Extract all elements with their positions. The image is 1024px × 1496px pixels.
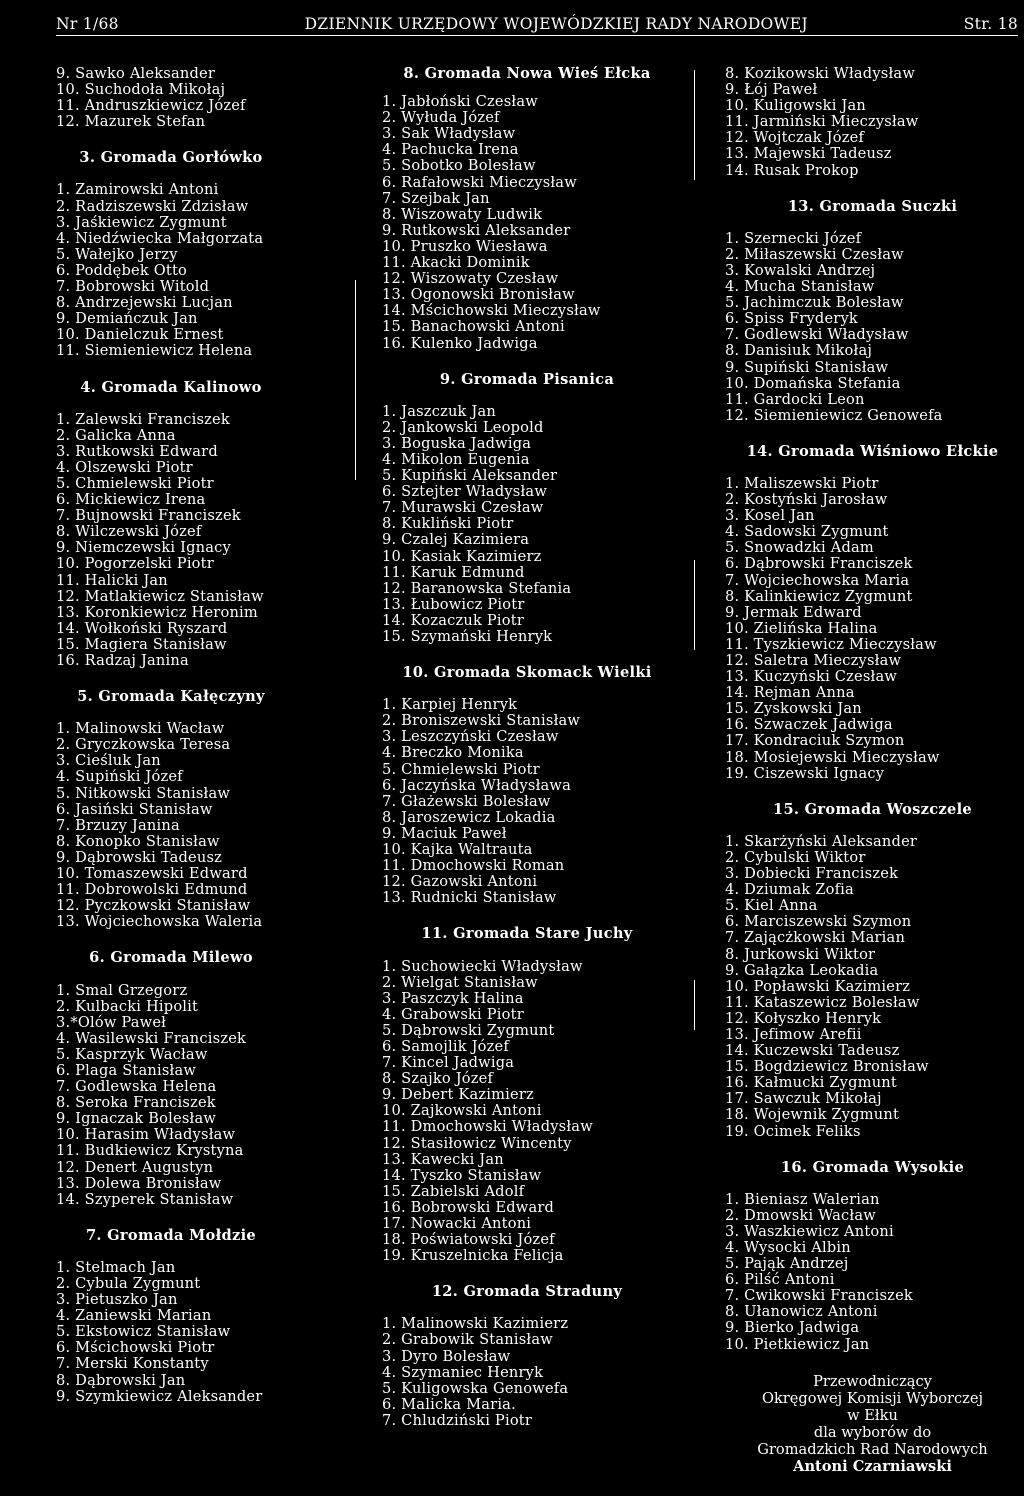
list-item: 7. Wojciechowska Maria [725,571,910,589]
column-left [56,66,286,1405]
list-item: 10. Danielczuk Ernest [56,326,224,344]
list-item: 6. Pilść Antoni [725,1271,835,1289]
list-item: 8. Jaroszewicz Lokadia [382,808,556,826]
list-item: 13. Kuczyński Czesław [725,668,898,686]
list-item: 7. Godlewski Władysław [725,326,909,344]
list-item: 15. Magiera Stanisław [56,635,227,653]
list-item: 5. Kupiński Aleksander [382,467,558,485]
list-item: 7. Murawski Czesław [382,499,544,517]
list-item: 2. Cybulski Wiktor [725,848,866,866]
list-item: 4. Breczko Monika [382,744,524,762]
list-item: 3. Jaśkiewicz Zygmunt [56,213,227,231]
list-item: 14. Rejman Anna [725,684,855,702]
section-title: 14. Gromada Wiśniowo Ełckie [746,442,999,460]
list-item: 12. Siemieniewicz Genowefa [725,406,943,424]
list-item: 11. Dobrowolski Edmund [56,881,248,899]
list-item: 5. Chmielewski Piotr [56,474,214,492]
section-title: 7. Gromada Mołdzie [85,1226,257,1244]
list-item: 6. Jasiński Stanisław [56,800,213,818]
list-item: 1. Smal Grzegorz [56,981,188,999]
list-item: 1. Maliszewski Piotr [725,474,879,492]
list-item: 8. Szajko Józef [382,1070,494,1088]
list-item: 8. Seroka Franciszek [56,1094,216,1112]
list-item: 2. Dmowski Wacław [725,1206,876,1224]
list-item: 7. Brzuzy Janina [56,816,180,834]
list-item: 7. Godlewska Helena [56,1078,217,1096]
list-item: 8. Jurkowski Wiktor [725,945,876,963]
signature-block [725,1373,1020,1475]
list-item: 13. Łubowicz Piotr [382,595,525,613]
list-item: 10. Suchodoła Mikołaj [56,81,226,99]
list-item: 13. Kawecki Jan [382,1150,504,1168]
list-item: 16. Kałmucki Zygmunt [725,1074,897,1092]
list-item: 6. Malicka Maria. [382,1395,516,1413]
list-item: 17. Sawczuk Mikołaj [725,1090,882,1108]
list-item: 5. Pająk Andrzej [725,1255,849,1273]
list-item: 1. Stelmach Jan [56,1258,176,1276]
section-title: 3. Gromada Gorłówko [79,149,263,167]
list-item: 2. Wyłuda Józef [382,109,500,127]
list-item: 4. Dziumak Zofia [725,881,854,899]
list-item: 6. Mickiewicz Irena [56,491,206,509]
list-item: 9. Czalej Kazimiera [382,531,530,549]
list-item: 10. Pogorzelski Piotr [56,555,214,573]
list-item: 10. Domańska Stefania [725,374,901,392]
list-item: 12. Wiszowaty Czesław [382,270,559,288]
list-item: 4. Mikolon Eugenia [382,450,530,468]
list-item: 2. Galicka Anna [56,426,176,444]
list-item: 12. Kołyszko Henryk [725,1009,882,1027]
list-item: 13. Majewski Tadeusz [725,145,892,163]
list-item: 2. Wielgat Stanisław [382,973,538,991]
list-item: 1. Zamirowski Antoni [56,181,219,199]
list-item: 15. Szymański Henryk [382,628,553,645]
list-item: 6. Rafałowski Mieczysław [382,173,577,191]
list-item: 3. Cieśluk Jan [56,752,161,770]
list-item: 8. Dąbrowski Jan [56,1371,186,1389]
list-item: 5. Kiel Anna [725,897,818,915]
list-item: 6. Dąbrowski Franciszek [725,555,913,573]
list-item: 11. Gardocki Leon [725,390,865,408]
section-title: 11. Gromada Stare Juchy [421,925,633,943]
list-item: 16. Bobrowski Edward [382,1198,555,1216]
list-item: 8. Wiszowaty Ludwik [382,205,543,223]
list-item: 9. Bierko Jadwiga [725,1319,860,1337]
list-item: 1. Szernecki Józef [725,229,862,247]
list-item: 8. Kalinkiewicz Zygmunt [725,587,913,605]
list-item: 13. Dolewa Bronisław [56,1174,222,1192]
signature-line: Przewodniczący [813,1372,932,1390]
list-item: 5. Sobotko Bolesław [382,157,536,175]
list-item: 4. Supiński Józef [56,768,183,786]
list-item: 5. Ekstowicz Stanisław [56,1323,231,1341]
section-title: 13. Gromada Suczki [787,197,958,215]
list-item: 10. Zielińska Halina [725,619,878,637]
list-item: 18. Wojewnik Zygmunt [725,1106,900,1124]
list-item: 10. Harasim Władysław [56,1126,236,1144]
list-item: 6. Jaczyńska Władysława [382,776,572,794]
list-item: 2. Kostyński Jarosław [725,491,888,509]
section-title: 15. Gromada Woszczele [772,800,973,818]
list-item: 4. Wysocki Albin [725,1239,851,1256]
list-item: 7. Bobrowski Witold [56,278,210,296]
list-item: 12. Gazowski Antoni [382,873,538,891]
list-item: 14. Mścichowski Mieczysław [382,302,601,320]
list-item: 4. Sadowski Zygmunt [725,523,889,541]
list-item: 6. Sztejter Władysław [382,483,548,501]
list-item: 4. Szymaniec Henryk [382,1363,544,1381]
list-item: 5. Dąbrowski Zygmunt [382,1021,555,1039]
list-item: 5. Chmielewski Piotr [382,760,540,778]
list-item: 7. Cwikowski Franciszek [725,1287,913,1305]
section-title: 4. Gromada Kalinowo [80,378,262,396]
list-item: 2. Miłaszewski Czesław [725,245,904,263]
list-item: 3. Boguska Jadwiga [382,434,532,452]
list-item: 13. Koronkiewicz Heronim [56,603,258,621]
list-item: 4. Grabowski Piotr [382,1005,524,1023]
list-item: 14. Wołkoński Ryszard [56,619,228,637]
list-item: 9. Supiński Stanisław [725,358,889,376]
section-title: 16. Gromada Wysokie [780,1158,965,1176]
list-item: 3. Waszkiewicz Antoni [725,1222,894,1240]
list-item: 2. Gryczkowska Teresa [56,736,231,754]
list-item: 7. Bujnowski Franciszek [56,507,241,525]
list-item: 19. Kruszelnicka Felicja [382,1247,564,1265]
list-item: 8. Konopko Stanisław [56,832,220,850]
column-rule [694,560,695,650]
list-item: 16. Szwaczek Jadwiga [725,716,893,734]
column-middle [382,66,672,1429]
list-item: 11. Siemieniewicz Helena [56,342,253,360]
list-item: 10. Tomaszewski Edward [56,865,248,883]
list-item: 3. Pietuszko Jan [56,1291,178,1309]
list-item: 6. Poddębek Otto [56,261,188,279]
list-item: 14. Kozaczuk Piotr [382,611,524,629]
list-item: 9. Sawko Aleksander [56,65,216,82]
section-title: 5. Gromada Kałęczyny [77,688,265,706]
section-title: 6. Gromada Milewo [89,949,253,967]
list-item: 7. Chludziński Piotr [382,1411,533,1429]
section-title: 12. Gromada Straduny [431,1283,623,1301]
list-item: 3. Rutkowski Edward [56,442,218,460]
list-item: 4. Zaniewski Marian [56,1307,212,1325]
list-item: 3. Kosel Jan [725,507,815,525]
list-item: 4. Mucha Stanisław [725,278,875,296]
list-item: 15. Banachowski Antoni [382,318,565,336]
list-item: 8. Ułanowicz Antoni [725,1303,878,1321]
signature-line: Gromadzkich Rad Narodowych [757,1440,988,1458]
page-header [56,6,1018,36]
list-item: 11. Jarmiński Mieczysław [725,113,919,131]
list-item: 9. Ignaczak Bolesław [56,1110,217,1128]
column-rule [694,980,695,1030]
signature-line: Okręgowej Komisji Wyborczej [761,1389,983,1407]
list-item: 19. Ciszewski Ignacy [725,764,885,782]
list-item: 11. Dmochowski Roman [382,857,565,875]
list-item: 12. Denert Augustyn [56,1158,214,1176]
list-item: 8. Kukliński Piotr [382,515,514,533]
list-item: 10. Zajkowski Antoni [382,1102,542,1120]
list-item: 13. Wojciechowska Waleria [56,913,263,931]
list-item: 19. Ocimek Feliks [725,1122,861,1140]
list-item: 4. Niedźwiecka Małgorzata [56,229,264,247]
list-item: 6. Spiss Fryderyk [725,310,858,328]
list-item: 7. Merski Konstanty [56,1355,209,1373]
signature-line: dla wyborów do [813,1423,932,1441]
list-item: 5. Jachimczuk Bolesław [725,294,904,312]
list-item: 3. Kowalski Andrzej [725,261,876,279]
list-item: 2. Jankowski Leopold [382,418,544,436]
list-item: 11. Kataszewicz Bolesław [725,993,920,1011]
list-item: 3. Leszczyński Czesław [382,728,559,746]
list-item: 3. Dobiecki Franciszek [725,865,899,883]
list-item: 7. Kincel Jadwiga [382,1054,515,1072]
column-rule [694,70,695,180]
list-item: 4. Wasilewski Franciszek [56,1029,247,1047]
list-item: 8. Kozikowski Władysław [725,65,916,82]
list-item: 14. Rusak Prokop [725,161,859,179]
list-item: 1. Skarżyński Aleksander [725,832,918,850]
list-item: 5. Wałejko Jerzy [56,245,178,263]
list-item: 1. Zalewski Franciszek [56,410,230,428]
list-item: 5. Nitkowski Stanisław [56,784,231,802]
list-item: 12. Mazurek Stefan [56,113,206,131]
list-item: 17. Kondraciuk Szymon [725,732,905,750]
list-item: 13. Ogonowski Bronisław [382,286,575,304]
list-item: 16. Radzaj Janina [56,652,189,669]
list-item: 4. Pachucka Irena [382,141,519,159]
list-item: 5. Kuligowska Genowefa [382,1379,569,1397]
list-item: 7. Zającżkowski Marian [725,929,906,947]
list-item: 13. Jefimow Arefii [725,1025,862,1043]
list-item: 6. Plaga Stanisław [56,1061,197,1079]
list-item: 8. Andrzejewski Lucjan [56,294,233,312]
list-item: 12. Wojtczak Józef [725,129,865,147]
signatory-name: Antoni Czarniawski [793,1457,952,1475]
list-item: 1. Karpiej Henryk [382,696,518,714]
section-title: 8. Gromada Nowa Wieś Ełcka [403,65,651,82]
list-item: 12. Saletra Mieczysław [725,652,902,669]
list-item: 10. Kuligowski Jan [725,97,866,115]
list-item: 1. Jaszczuk Jan [382,402,496,420]
list-item: 2. Kulbacki Hipolit [56,997,199,1015]
journal-title: DZIENNIK URZĘDOWY WOJEWÓDZKIEJ RADY NARODOWEJ [304,15,808,33]
list-item: 14. Szyperek Stanisław [56,1190,234,1208]
list-item: 9. Demiańczuk Jan [56,310,198,328]
list-item: 11. Karuk Edmund [382,563,525,581]
list-item: 10. Pruszko Wiesława [382,237,548,255]
list-item: 9. Jermak Edward [725,603,862,621]
list-item: 9. Łój Paweł [725,81,818,99]
list-item: 9. Debert Kazimierz [382,1086,534,1104]
list-item: 2. Cybula Zygmunt [56,1275,201,1292]
list-item: 8. Wilczewski Józef [56,523,202,541]
list-item: 6. Samojlik Józef [382,1037,509,1055]
list-item: 12. Matlakiewicz Stanisław [56,587,264,605]
list-item: 4. Olszewski Piotr [56,458,193,476]
list-item: 10. Kajka Waltrauta [382,841,533,859]
issue-number: Nr 1/68 [56,15,119,33]
page-number: Str. 18 [963,15,1018,33]
list-item: 17. Nowacki Antoni [382,1215,532,1232]
list-item: 1. Jabłoński Czesław [382,93,538,111]
list-item: 13. Rudnicki Stanisław [382,889,557,907]
list-item: 9. Gałązka Leokadia [725,961,879,979]
list-item: 1. Malinowski Wacław [56,720,225,738]
list-item: 7. Szejbak Jan [382,189,490,207]
list-item: 11. Budkiewicz Krystyna [56,1142,244,1160]
list-item: 9. Dąbrowski Tadeusz [56,848,223,866]
list-item: 6. Marciszewski Szymon [725,913,912,931]
list-item: 11. Dmochowski Władysław [382,1118,593,1136]
list-item: 1. Malinowski Kazimierz [382,1315,569,1333]
list-item: 16. Kulenko Jadwiga [382,334,538,352]
section-title: 9. Gromada Pisanica [439,370,615,388]
list-item: 12. Baranowska Stefania [382,579,572,597]
list-item: 3.*Olów Paweł [56,1013,167,1031]
list-item: 3. Paszczyk Halina [382,989,524,1007]
column-right [725,66,1020,1475]
list-item: 7. Głażewski Bolesław [382,792,551,810]
list-item: 12. Stasiłowicz Wincenty [382,1134,572,1152]
column-rule [355,280,356,480]
list-item: 18. Mosiejewski Mieczysław [725,748,940,766]
list-item: 2. Broniszewski Stanisław [382,712,581,730]
list-item: 9. Maciuk Paweł [382,824,507,842]
list-item: 15. Zabielski Adolf [382,1182,525,1200]
list-item: 14. Kuczewski Tadeusz [725,1042,900,1060]
list-item: 12. Pyczkowski Stanisław [56,897,251,915]
list-item: 11. Akacki Dominik [382,254,530,272]
list-item: 9. Szymkiewicz Aleksander [56,1387,263,1405]
list-item: 1. Suchowiecki Władysław [382,957,583,975]
list-item: 3. Dyro Bolesław [382,1347,511,1365]
list-item: 9. Rutkowski Aleksander [382,221,571,239]
signature-line: w Ełku [847,1406,898,1424]
list-item: 5. Kasprzyk Wacław [56,1045,208,1063]
list-item: 8. Danisiuk Mikołaj [725,342,873,360]
list-item: 10. Kasiak Kazimierz [382,547,542,565]
list-item: 5. Snowadzki Adam [725,539,874,557]
list-item: 2. Grabowik Stanisław [382,1331,553,1349]
list-item: 14. Tyszko Stanisław [382,1166,542,1184]
list-item: 11. Halicki Jan [56,571,168,589]
list-item: 9. Niemczewski Ignacy [56,539,231,557]
list-item: 1. Bieniasz Walerian [725,1190,880,1208]
list-item: 15. Bogdziewicz Bronisław [725,1058,929,1076]
list-item: 10. Popławski Kazimierz [725,977,911,995]
list-item: 18. Poświatowski Józef [382,1231,555,1249]
section-title: 10. Gromada Skomack Wielki [402,664,652,682]
list-item: 11. Andruszkiewicz Józef [56,97,246,115]
list-item: 15. Zyskowski Jan [725,700,862,718]
list-item: 2. Radziszewski Zdzisław [56,197,249,215]
list-item: 11. Tyszkiewicz Mieczysław [725,635,937,653]
list-item: 6. Mścichowski Piotr [56,1339,215,1357]
list-item: 3. Sak Władysław [382,125,516,143]
list-item: 10. Pietkiewicz Jan [725,1335,870,1353]
